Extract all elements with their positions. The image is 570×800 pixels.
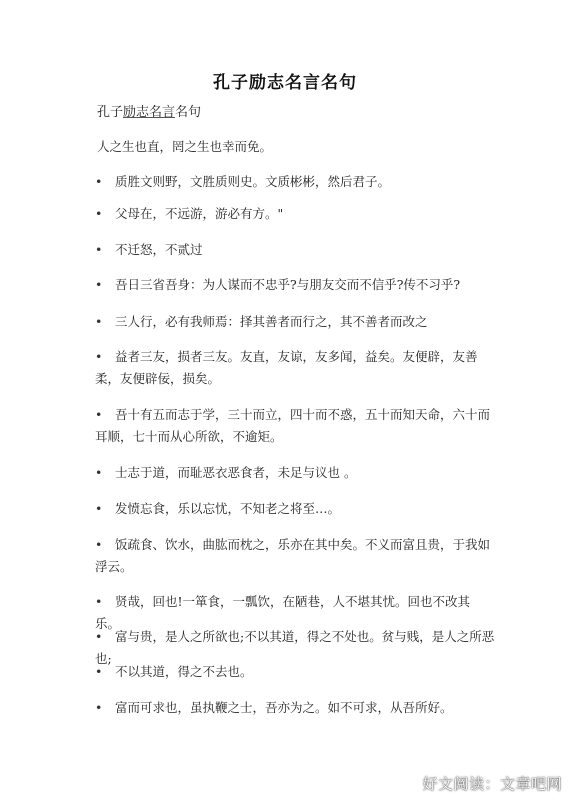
quote-text: 益者三友，损者三友。友直，友谅，友多闻，益矣。友便辟，友善柔，友便辟佞，损矣。: [95, 349, 478, 386]
quote-item: [95, 203, 495, 225]
bullet: •: [95, 664, 103, 679]
bullet: •: [95, 206, 103, 221]
quote-item: [95, 274, 495, 296]
quote-item: [95, 462, 495, 484]
quote-item: [95, 239, 495, 261]
quote-text: 吾十有五而志于学，三十而立，四十而不惑，五十而知天命，六十而耳顺，七十而从心所欲，不逾矩。: [95, 407, 491, 444]
bullet: •: [95, 501, 103, 516]
subtitle-start: 孔子: [97, 105, 124, 120]
intro-line: 人之生也直，罔之生也幸而免。: [97, 139, 273, 154]
quote-text: 质胜文则野，文胜质则史。文质彬彬，然后君子。: [115, 174, 391, 189]
quote-item: [95, 171, 495, 193]
quote-text: 不以其道，得之不去也。: [115, 664, 253, 679]
subtitle: [97, 101, 201, 120]
quote-item: [95, 661, 495, 683]
quote-text: 三人行，必有我师焉：择其善者而行之，其不善者而改之: [115, 314, 428, 329]
bullet: •: [95, 277, 103, 292]
quote-item: [95, 498, 495, 520]
quote-item: [95, 311, 495, 333]
quote-item: [95, 346, 495, 390]
quote-text: 贤哉，回也!一箪食，一瓢饮，在陋巷，人不堪其忧。回也不改其乐。: [95, 594, 471, 631]
bullet: •: [95, 314, 103, 329]
quote-text: 士志于道，而耻恶衣恶食者，未足与议也 。: [115, 465, 357, 480]
quote-item: [95, 697, 495, 719]
quote-item: [95, 404, 495, 448]
watermark: 好文阅读：文章吧网: [422, 775, 562, 793]
page-title: 孔子励志名言名句: [213, 73, 357, 93]
subtitle-end: 名句: [175, 105, 202, 120]
bullet: •: [95, 629, 103, 644]
quote-text: 饭疏食、饮水，曲肱而枕之，乐亦在其中矣。不义而富且贵，于我如浮云。: [95, 537, 491, 574]
subtitle-link[interactable]: 励志名言: [123, 105, 176, 120]
quote-text: 不迁怒，不贰过: [115, 242, 203, 257]
bullet: •: [95, 242, 103, 257]
quote-text: 富而可求也，虽执鞭之士，吾亦为之。如不可求，从吾所好。: [115, 700, 453, 715]
bullet: •: [95, 349, 103, 364]
quote-text: 父母在，不远游，游必有方。": [115, 206, 284, 221]
quote-text: 发愤忘食，乐以忘忧，不知老之将至…。: [115, 501, 341, 516]
bullet: •: [95, 700, 103, 715]
quote-item: [95, 534, 495, 578]
bullet: •: [95, 537, 103, 552]
quote-text: 吾日三省吾身：为人谋而不忠乎?与朋友交而不信乎?传不习乎?: [115, 277, 461, 292]
bullet: •: [95, 174, 103, 189]
bullet: •: [95, 407, 103, 422]
bullet: •: [95, 465, 103, 480]
bullet: •: [95, 594, 103, 609]
quote-text: 富与贵，是人之所欲也;不以其道，得之不处也。贫与贱，是人之所恶也;: [95, 629, 495, 666]
